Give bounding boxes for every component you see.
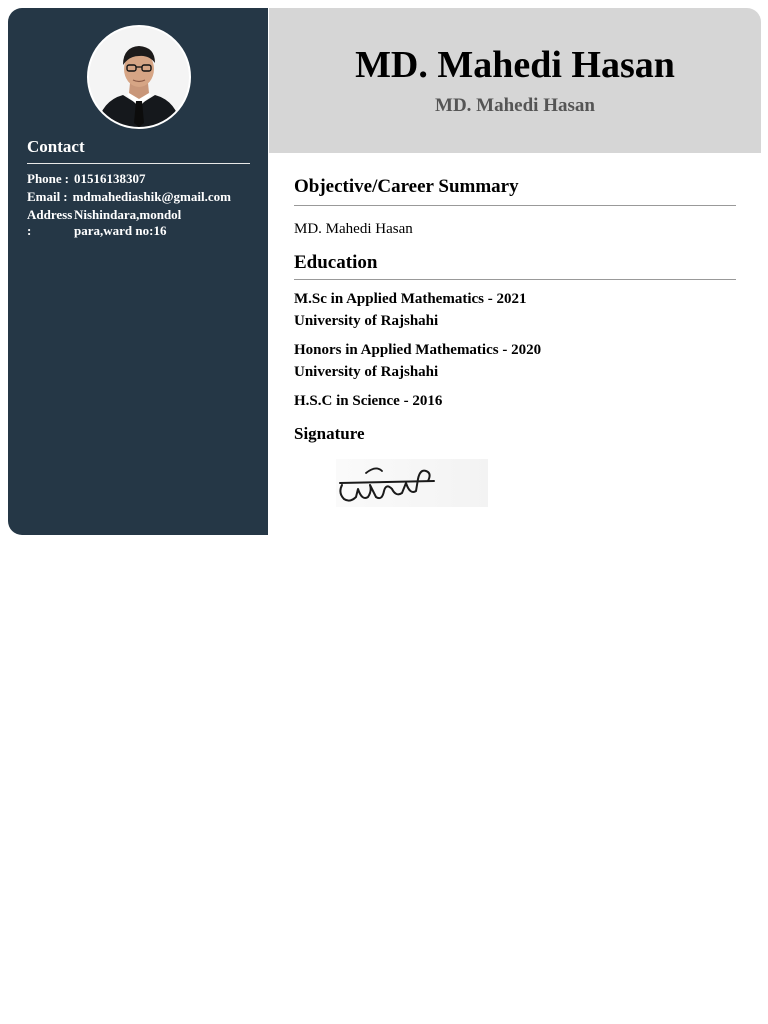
objective-divider [294,205,736,206]
education-item-degree: H.S.C in Science - 2016 [294,393,443,409]
full-name: MD. Mahedi Hasan [355,44,675,86]
objective-heading: Objective/Career Summary [294,176,519,197]
email-value[interactable]: mdmahediashik@gmail.com [72,189,231,204]
address-value: Nishindara,mondol para,ward no:16 [74,207,182,238]
resume [8,8,761,535]
profile-photo [87,25,191,129]
contact-phone-row [27,171,263,187]
education-item-degree: M.Sc in Applied Mathematics - 2021 [294,291,527,307]
education-item-institution: University of Rajshahi [294,364,439,380]
contact-email-row [27,189,263,205]
email-label: Email [27,189,61,204]
phone-value: 01516138307 [74,171,146,186]
signature-heading: Signature [294,424,365,443]
signature-icon [336,459,488,507]
address-label: Address [27,207,73,222]
sidebar [8,8,268,535]
address-separator: : [27,223,32,238]
phone-label: Phone [27,171,62,186]
contact-divider [27,163,250,164]
objective-text: MD. Mahedi Hasan [294,221,413,237]
phone-separator: : [64,171,70,186]
email-separator: : [63,189,68,204]
contact-heading: Contact [27,137,85,156]
signature-image [336,459,488,507]
name-subtitle: MD. Mahedi Hasan [435,95,595,116]
contact-list [27,171,263,241]
address-label-block [27,207,74,239]
person-portrait-icon [89,27,189,127]
contact-address-row [27,207,263,239]
education-item-institution: University of Rajshahi [294,313,439,329]
education-item-degree: Honors in Applied Mathematics - 2020 [294,342,542,358]
education-heading: Education [294,252,378,273]
header [269,8,761,153]
education-divider [294,279,736,280]
